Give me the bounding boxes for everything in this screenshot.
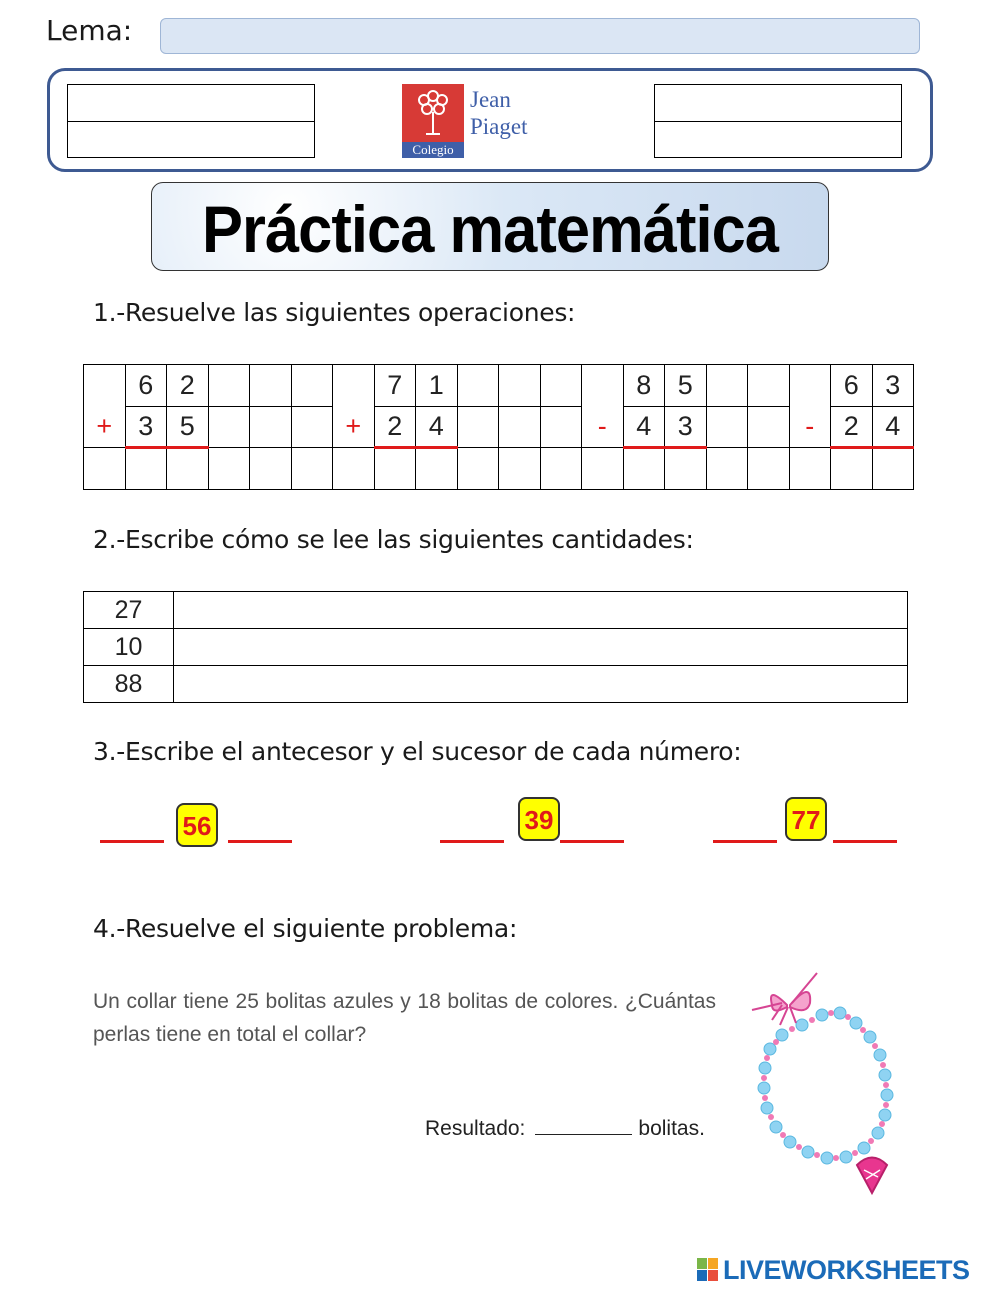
number-box: 39 <box>518 797 560 841</box>
answer-cell[interactable] <box>872 448 914 490</box>
answer-cell[interactable] <box>665 448 707 490</box>
digit-cell: 3 <box>125 406 167 448</box>
grid-cell <box>582 365 624 407</box>
school-logo <box>402 84 552 158</box>
grid-cell <box>208 365 250 407</box>
digit-cell: 4 <box>872 406 914 448</box>
predecessor-blank[interactable] <box>440 840 504 843</box>
answer-cell[interactable] <box>125 448 167 490</box>
minus-sign: - <box>582 406 624 448</box>
necklace-illustration-icon <box>732 965 912 1200</box>
number-box: 77 <box>785 797 827 841</box>
grid-cell <box>748 448 790 490</box>
grid-cell <box>789 448 831 490</box>
grid-cell <box>291 406 333 448</box>
answer-cell[interactable] <box>374 448 416 490</box>
grid-cell <box>582 448 624 490</box>
plus-sign: + <box>84 406 126 448</box>
digit-cell: 5 <box>167 406 209 448</box>
grid-cell <box>457 448 499 490</box>
grid-row-answer <box>84 448 914 490</box>
grid-cell <box>748 406 790 448</box>
result-line <box>425 1117 705 1141</box>
grid-cell <box>540 406 582 448</box>
grid-cell <box>291 448 333 490</box>
problem-statement: Un collar tiene 25 bolitas azules y 18 bolitas de colores. ¿Cuántas perlas tiene en total el collar? <box>93 990 716 1046</box>
quantities-table <box>83 591 908 703</box>
quantity-number: 10 <box>84 629 174 666</box>
grid-cell <box>250 448 292 490</box>
quantity-number: 27 <box>84 592 174 629</box>
predecessor-blank[interactable] <box>100 840 164 843</box>
digit-cell: 2 <box>374 406 416 448</box>
grid-cell <box>208 406 250 448</box>
grid-cell <box>499 406 541 448</box>
grid-cell <box>748 365 790 407</box>
result-blank[interactable] <box>535 1117 632 1135</box>
table-row <box>84 629 908 666</box>
quantity-answer-field[interactable] <box>174 592 908 629</box>
answer-cell[interactable] <box>831 448 873 490</box>
grid-cell <box>457 365 499 407</box>
minus-sign: - <box>789 406 831 448</box>
quantity-answer-field[interactable] <box>174 666 908 703</box>
grid-cell <box>457 406 499 448</box>
grid-cell <box>789 365 831 407</box>
grid-cell <box>250 365 292 407</box>
page-title: Práctica matemática <box>201 192 779 266</box>
student-info-box-left <box>67 84 315 158</box>
result-label: Resultado: <box>425 1117 526 1140</box>
answer-cell[interactable] <box>167 448 209 490</box>
liveworksheets-icon <box>697 1258 719 1282</box>
digit-cell: 3 <box>665 406 707 448</box>
section-3-title: 3.-Escribe el antecesor y el sucesor de cada número: <box>93 737 742 766</box>
grid-cell <box>84 365 126 407</box>
section-field[interactable] <box>655 122 901 159</box>
predecessor-blank[interactable] <box>713 840 777 843</box>
title-banner <box>151 182 829 271</box>
number-box: 56 <box>176 803 218 847</box>
grid-cell <box>208 448 250 490</box>
grid-cell <box>499 365 541 407</box>
date-field[interactable] <box>655 85 901 122</box>
lema-input[interactable] <box>160 18 920 54</box>
successor-blank[interactable] <box>560 840 624 843</box>
grid-cell <box>333 448 375 490</box>
logo-name-line2: Piaget <box>470 114 528 139</box>
logo-school-label: Colegio <box>402 142 464 158</box>
quantity-number: 88 <box>84 666 174 703</box>
answer-cell[interactable] <box>623 448 665 490</box>
section-2-title: 2.-Escribe cómo se lee las siguientes cantidades: <box>93 525 694 554</box>
digit-cell: 7 <box>374 365 416 407</box>
grid-cell <box>84 448 126 490</box>
grid-cell <box>540 365 582 407</box>
result-unit: bolitas. <box>638 1117 705 1140</box>
digit-cell: 6 <box>831 365 873 407</box>
section-1-title: 1.-Resuelve las siguientes operaciones: <box>93 298 576 327</box>
logo-name-line1: Jean <box>470 87 511 112</box>
digit-cell: 4 <box>416 406 458 448</box>
grid-cell <box>540 448 582 490</box>
digit-cell: 4 <box>623 406 665 448</box>
digit-cell: 2 <box>831 406 873 448</box>
grid-cell <box>706 406 748 448</box>
digit-cell: 8 <box>623 365 665 407</box>
digit-cell: 3 <box>872 365 914 407</box>
liveworksheets-wordmark: LIVEWORKSHEETS <box>723 1255 970 1285</box>
grid-cell <box>706 365 748 407</box>
plus-sign: + <box>333 406 375 448</box>
successor-blank[interactable] <box>228 840 292 843</box>
logo-school-name <box>470 86 528 140</box>
grid-cell <box>250 406 292 448</box>
successor-blank[interactable] <box>833 840 897 843</box>
grid-cell <box>291 365 333 407</box>
digit-cell: 5 <box>665 365 707 407</box>
lema-label: Lema: <box>46 14 133 47</box>
section-4-title: 4.-Resuelve el siguiente problema: <box>93 914 518 943</box>
grid-row-top <box>84 365 914 407</box>
quantity-answer-field[interactable] <box>174 629 908 666</box>
answer-cell[interactable] <box>416 448 458 490</box>
operations-grid <box>83 364 914 490</box>
grid-cell <box>499 448 541 490</box>
digit-cell: 2 <box>167 365 209 407</box>
digit-cell: 1 <box>416 365 458 407</box>
grid-cell <box>333 365 375 407</box>
table-row <box>84 666 908 703</box>
digit-cell: 6 <box>125 365 167 407</box>
grid-cell <box>706 448 748 490</box>
grid-row-middle <box>84 406 914 448</box>
grade-field[interactable] <box>68 122 314 159</box>
student-info-box-right <box>654 84 902 158</box>
name-field[interactable] <box>68 85 314 122</box>
table-row <box>84 592 908 629</box>
